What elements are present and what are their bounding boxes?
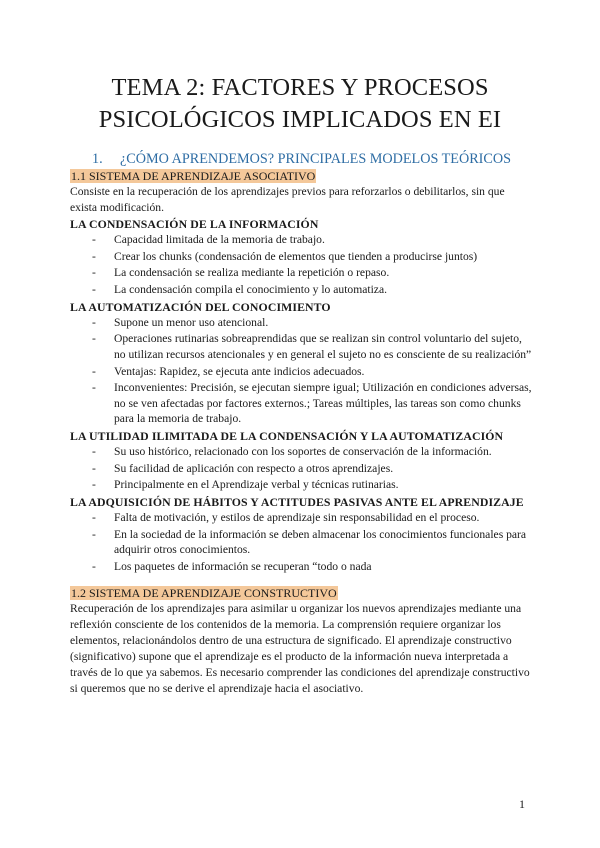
- bullet-list-condensacion: [70, 232, 532, 298]
- list-item: - Ventajas: Rapidez, se ejecuta ante indicios adecuados.: [70, 364, 532, 380]
- list-item: - Su facilidad de aplicación con respecto a otros aprendizajes.: [70, 461, 532, 477]
- bullet-list-automatizacion: [70, 315, 532, 427]
- list-item: - La condensación compila el conocimiento y lo automatiza.: [70, 282, 532, 298]
- section-number: 1.: [92, 151, 103, 167]
- block-heading-condensacion: LA CONDENSACIÓN DE LA INFORMACIÓN: [70, 217, 319, 231]
- block-heading-utilidad: LA UTILIDAD ILIMITADA DE LA CONDENSACIÓN Y LA AUTOMATIZACIÓN: [70, 429, 504, 443]
- highlight: 1.2 SISTEMA DE APRENDIZAJE CONSTRUCTIVO: [71, 585, 337, 600]
- list-item: - Los paquetes de información se recuperan “todo o nada: [70, 559, 532, 575]
- list-item: - Principalmente en el Aprendizaje verbal y técnicas rutinarias.: [70, 477, 532, 493]
- document-title: [60, 72, 540, 136]
- bullet-list-utilidad: [70, 444, 532, 493]
- title-line-1: TEMA 2: FACTORES Y PROCESOS: [111, 74, 489, 101]
- list-item: - Crear los chunks (condensación de elementos que tienden a producirse juntos): [70, 249, 532, 265]
- subsection-paragraph: Recuperación de los aprendizajes para asimilar u organizar los nuevos aprendizajes mediante una reflexión consciente de los contenidos de la memoria. La comprensión requiere organizar los elementos, relacionándolos dentro de una estructura de significado. El aprendizaje constructivo (significativo) supone que el aprendizaje es el producto de la información nueva interpretada a través de lo que ya sabemos. Es necesario comprender las condiciones del aprendizaje constructivo si queremos que no se derive el aprendizaje hacia el asociativo.: [70, 601, 530, 695]
- list-item: - Inconvenientes: Precisión, se ejecutan siempre igual; Utilización en condiciones adversas, no se ven afectadas por factores externos.; Tareas múltiples, las tareas son como chunks para la memoria de trabajo.: [70, 380, 532, 427]
- list-item: - Capacidad limitada de la memoria de trabajo.: [70, 232, 532, 248]
- page-number: 1: [519, 797, 525, 811]
- spacer: [70, 576, 532, 585]
- bullet-list-habitos: [70, 510, 532, 574]
- block-heading-habitos: LA ADQUISICIÓN DE HÁBITOS Y ACTITUDES PASIVAS ANTE EL APRENDIZAJE: [70, 495, 524, 510]
- list-item: - La condensación se realiza mediante la repetición o repaso.: [70, 265, 532, 281]
- subsection-title-1-2: [70, 585, 532, 601]
- block-heading-automatizacion: LA AUTOMATIZACIÓN DEL CONOCIMIENTO: [70, 299, 331, 314]
- content: [70, 168, 532, 697]
- list-item: - Su uso histórico, relacionado con los soportes de conservación de la información.: [70, 444, 532, 460]
- section-heading-1: [70, 150, 530, 168]
- subsection-intro: Consiste en la recuperación de los aprendizajes previos para reforzarlos o debilitarlos, sin que exista modificación.: [70, 185, 505, 214]
- subsection-title-1-1: [70, 168, 532, 184]
- list-item: - Falta de motivación, y estilos de aprendizaje sin responsabilidad en el proceso.: [70, 510, 532, 526]
- section-heading-text: ¿CÓMO APRENDEMOS? PRINCIPALES MODELOS TEÓRICOS: [120, 151, 511, 167]
- list-item: - En la sociedad de la información se deben almacenar los conocimientos funcionales para adquirir otros conocimientos.: [70, 527, 532, 558]
- list-item: - Supone un menor uso atencional.: [70, 315, 532, 331]
- title-line-2: PSICOLÓGICOS IMPLICADOS EN EI: [98, 106, 502, 133]
- list-item: - Operaciones rutinarias sobreaprendidas que se realizan sin control voluntario del sujeto, no utilizan recursos atencionales y en general el sujeto no es consciente de su realización”: [70, 331, 532, 362]
- highlight: 1.1 SISTEMA DE APRENDIZAJE ASOCIATIVO: [71, 169, 316, 183]
